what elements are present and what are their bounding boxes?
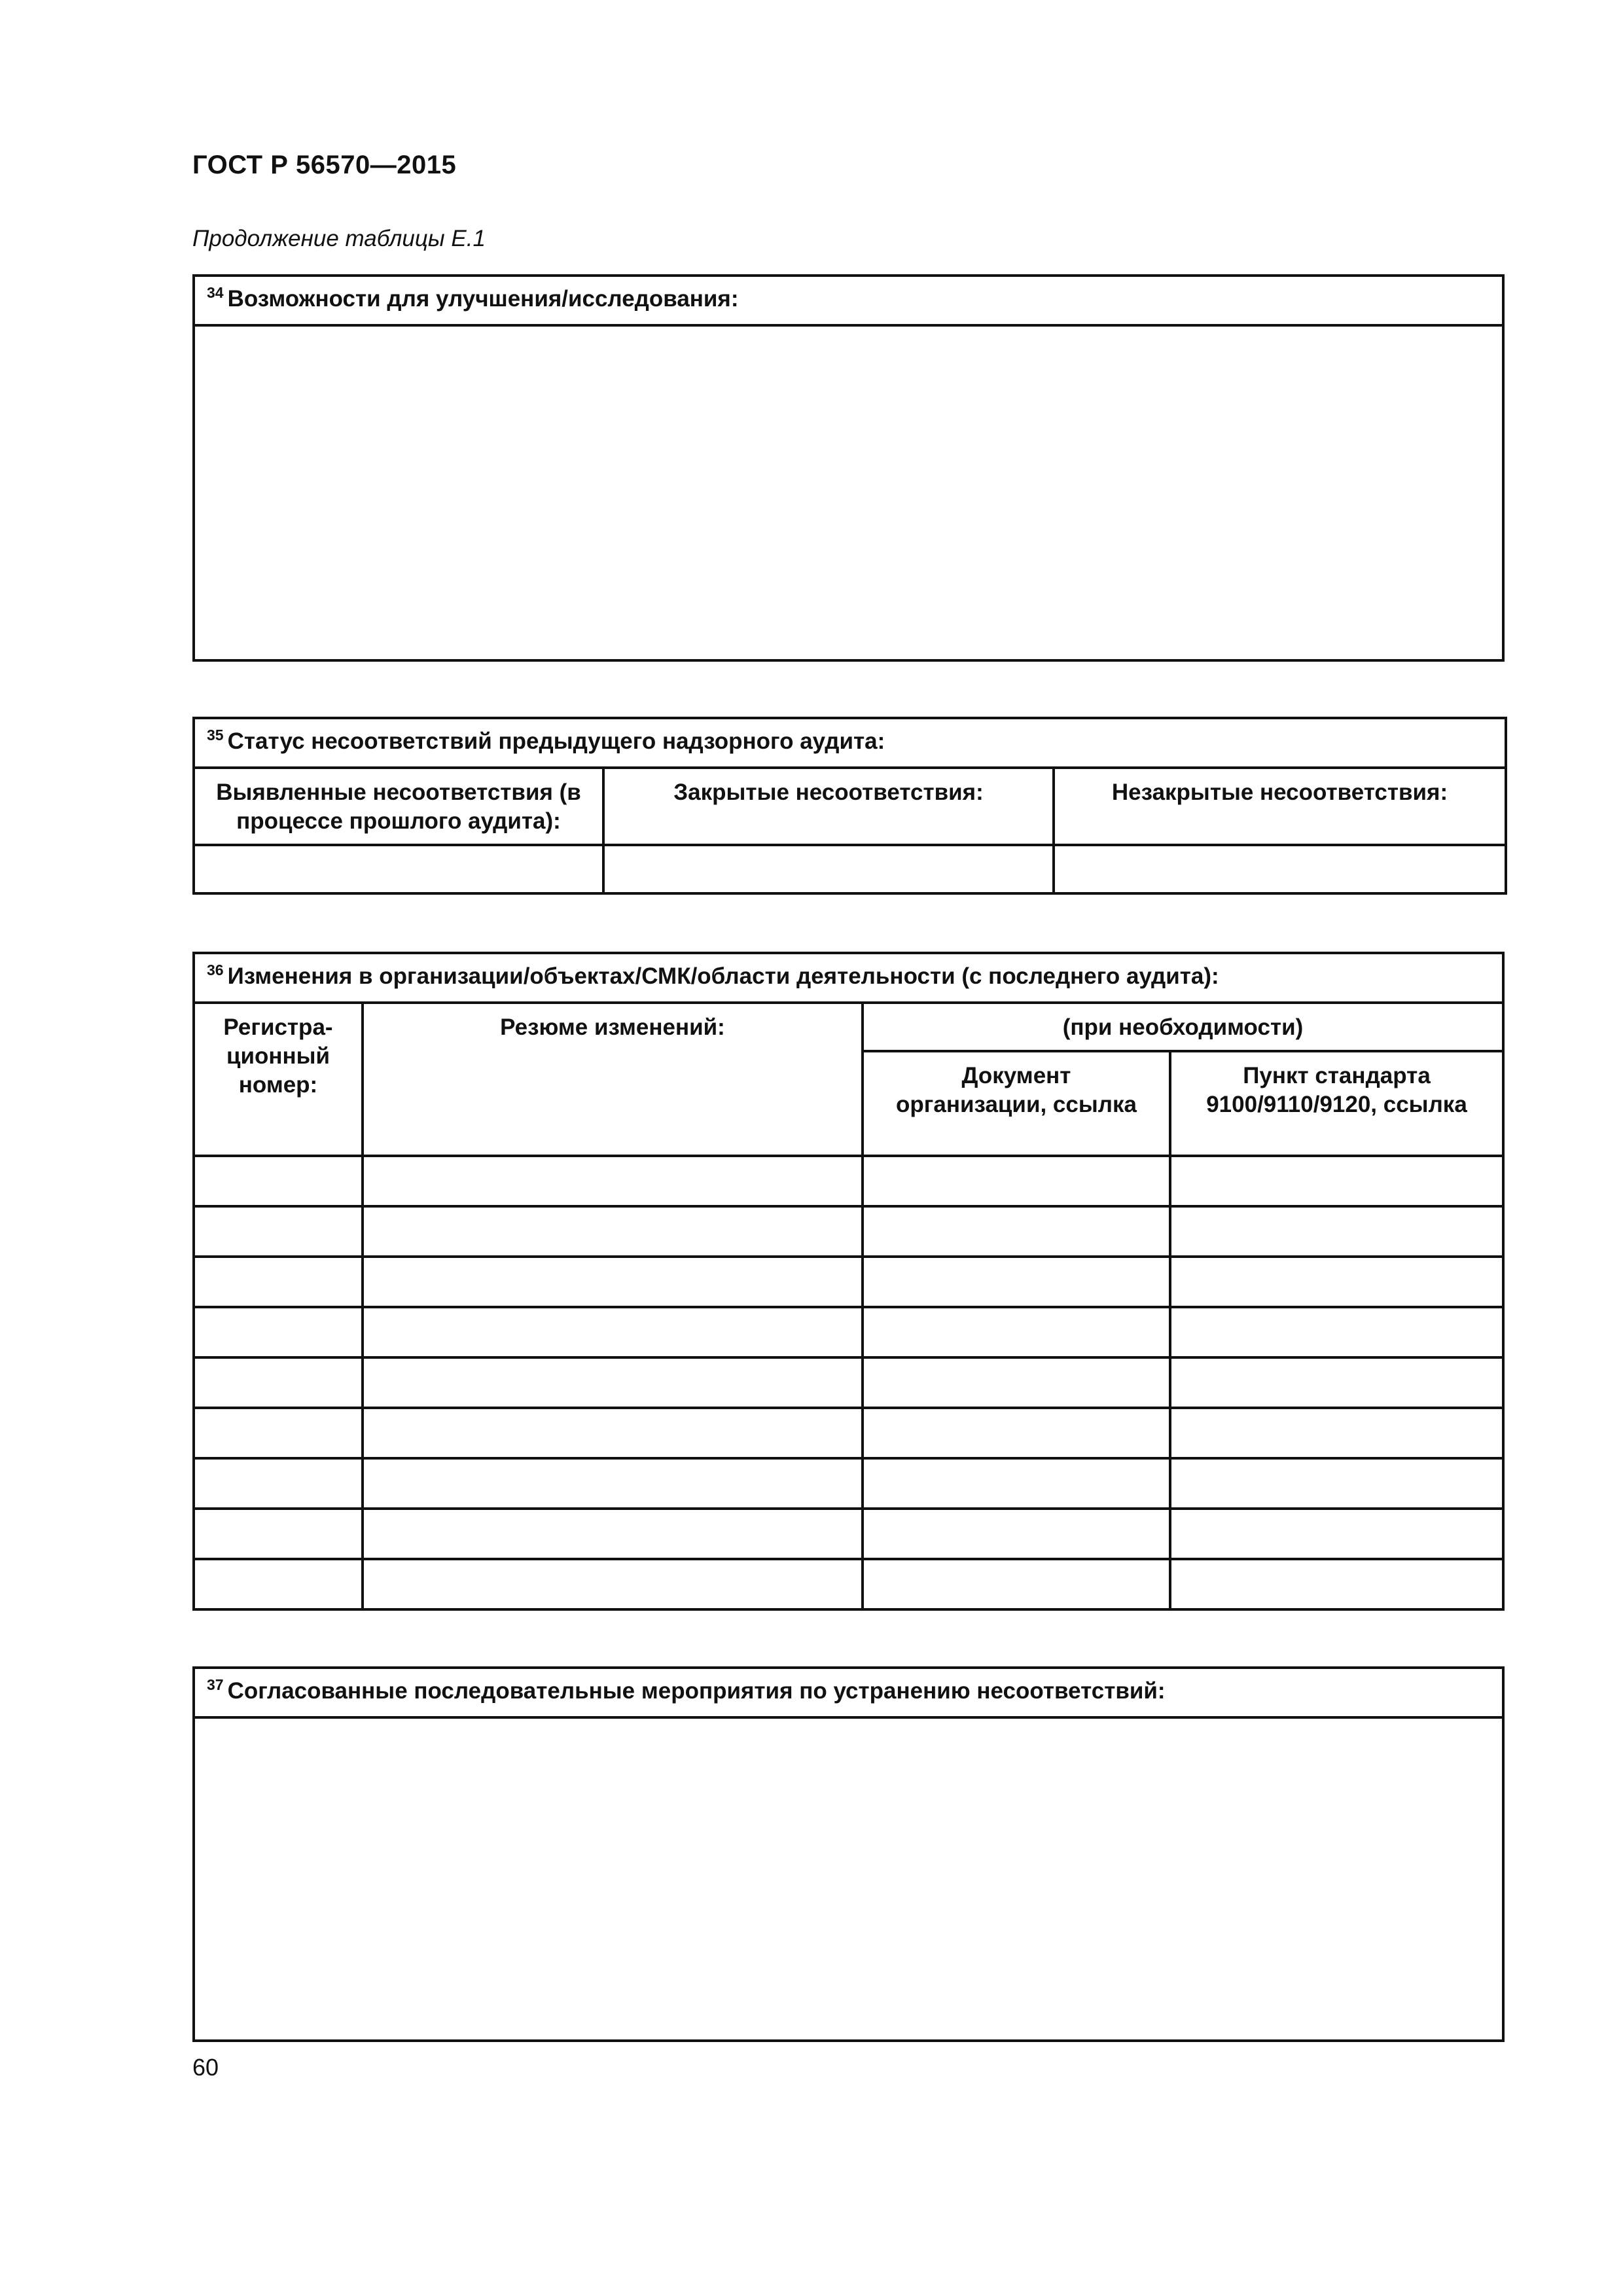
section-34-title: Возможности для улучшения/исследования: <box>227 286 739 312</box>
cell-clause[interactable] <box>1170 1458 1503 1509</box>
section-34-entry-area[interactable] <box>194 325 1503 660</box>
section-34-number: 34 <box>207 284 224 302</box>
cell-clause[interactable] <box>1170 1408 1503 1458</box>
section-37-title: Согласованные последовательные мероприятия по устранению несоответствий: <box>227 1678 1166 1704</box>
section-35-table <box>192 717 1507 895</box>
col-registration-number: Регистра-ционный номер: <box>194 1003 363 1156</box>
cell-doc[interactable] <box>863 1307 1170 1357</box>
section-36-table <box>192 952 1505 1611</box>
page-number: 60 <box>192 2054 219 2081</box>
section-34-header <box>194 276 1503 325</box>
cell-doc[interactable] <box>863 1458 1170 1509</box>
cell-summary[interactable] <box>363 1559 863 1609</box>
section-35-number: 35 <box>207 726 224 744</box>
section-36-header <box>194 953 1503 1003</box>
col-standard-clause: Пункт стандарта 9100/9110/9120, ссылка <box>1170 1051 1503 1156</box>
cell-reg[interactable] <box>194 1257 363 1307</box>
table-row <box>194 1257 1503 1307</box>
section-37-table <box>192 1666 1505 2042</box>
cell-clause[interactable] <box>1170 1156 1503 1206</box>
section-36-title: Изменения в организации/объектах/СМК/области деятельности (с последнего аудита): <box>227 963 1219 989</box>
section-37-number: 37 <box>207 1676 224 1694</box>
section-34-table <box>192 274 1505 662</box>
table-row <box>194 1458 1503 1509</box>
col-organization-document: Документ организации, ссылка <box>863 1051 1170 1156</box>
cell-reg[interactable] <box>194 1559 363 1609</box>
col-if-necessary: (при необходимости) <box>863 1003 1503 1051</box>
section-36-number: 36 <box>207 961 224 979</box>
table-row <box>194 1307 1503 1357</box>
cell-clause[interactable] <box>1170 1509 1503 1559</box>
cell-summary[interactable] <box>363 1307 863 1357</box>
cell-reg[interactable] <box>194 1156 363 1206</box>
cell-summary[interactable] <box>363 1357 863 1408</box>
cell-reg[interactable] <box>194 1307 363 1357</box>
cell-reg[interactable] <box>194 1458 363 1509</box>
section-37-header <box>194 1668 1503 1717</box>
cell-summary[interactable] <box>363 1458 863 1509</box>
section-35-title: Статус несоответствий предыдущего надзорного аудита: <box>227 728 885 754</box>
cell-doc[interactable] <box>863 1509 1170 1559</box>
cell-doc[interactable] <box>863 1357 1170 1408</box>
table-row <box>194 1509 1503 1559</box>
document-title: ГОСТ Р 56570—2015 <box>192 151 457 179</box>
cell-closed-nonconformities[interactable] <box>603 845 1054 893</box>
table-continuation-label: Продолжение таблицы Е.1 <box>192 226 486 251</box>
cell-summary[interactable] <box>363 1509 863 1559</box>
col-closed-nonconformities: Закрытые несоответствия: <box>603 768 1054 845</box>
cell-clause[interactable] <box>1170 1559 1503 1609</box>
cell-reg[interactable] <box>194 1509 363 1559</box>
cell-clause[interactable] <box>1170 1357 1503 1408</box>
table-row <box>194 1357 1503 1408</box>
table-row <box>194 1559 1503 1609</box>
cell-summary[interactable] <box>363 1408 863 1458</box>
cell-reg[interactable] <box>194 1408 363 1458</box>
table-row <box>194 1156 1503 1206</box>
cell-doc[interactable] <box>863 1559 1170 1609</box>
table-row <box>194 1408 1503 1458</box>
cell-clause[interactable] <box>1170 1257 1503 1307</box>
cell-clause[interactable] <box>1170 1307 1503 1357</box>
cell-summary[interactable] <box>363 1257 863 1307</box>
cell-doc[interactable] <box>863 1257 1170 1307</box>
col-identified-nonconformities: Выявленные несоответствия (в процессе прошлого аудита): <box>194 768 603 845</box>
cell-doc[interactable] <box>863 1156 1170 1206</box>
cell-clause[interactable] <box>1170 1206 1503 1257</box>
cell-doc[interactable] <box>863 1408 1170 1458</box>
cell-doc[interactable] <box>863 1206 1170 1257</box>
section-37-entry-area[interactable] <box>194 1717 1503 2041</box>
cell-reg[interactable] <box>194 1206 363 1257</box>
col-open-nonconformities: Незакрытые несоответствия: <box>1054 768 1506 845</box>
cell-open-nonconformities[interactable] <box>1054 845 1506 893</box>
cell-summary[interactable] <box>363 1156 863 1206</box>
cell-summary[interactable] <box>363 1206 863 1257</box>
cell-reg[interactable] <box>194 1357 363 1408</box>
section-35-header <box>194 718 1506 768</box>
col-change-summary: Резюме изменений: <box>363 1003 863 1156</box>
table-row <box>194 1206 1503 1257</box>
cell-identified-nonconformities[interactable] <box>194 845 603 893</box>
